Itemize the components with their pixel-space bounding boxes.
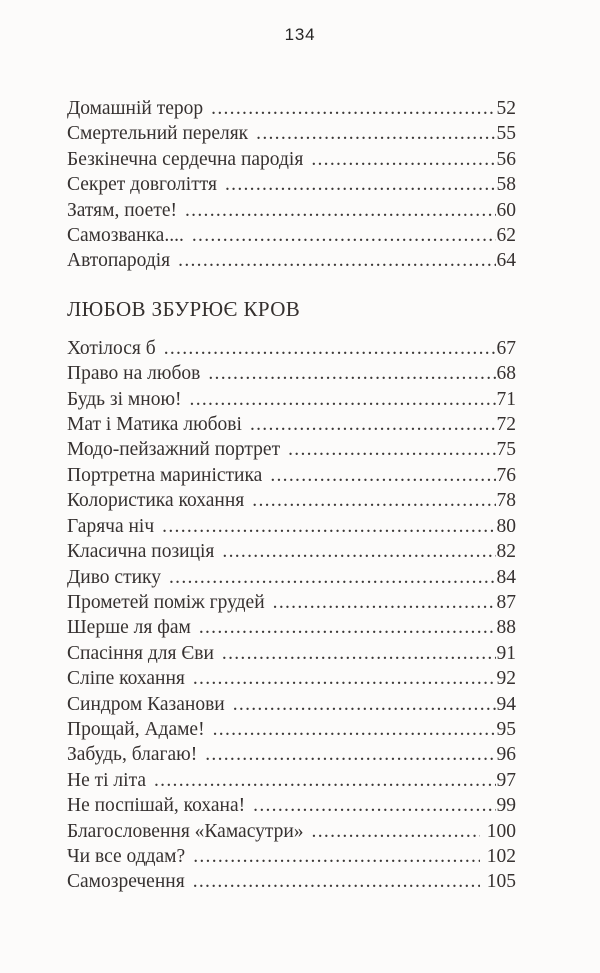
toc-entry-title: Класична позиція (67, 541, 215, 563)
toc-entry-title: Не поспішай, кохана! (67, 795, 246, 817)
toc-entry (67, 387, 516, 412)
toc-entry (67, 172, 516, 197)
toc-entry (67, 412, 516, 437)
dot-leader (225, 172, 496, 197)
toc-entry-title: Благословення «Камасутри» (67, 820, 304, 842)
toc-entry-page: 76 (496, 464, 516, 486)
toc-entry (67, 844, 516, 869)
dot-leader (164, 336, 496, 361)
dot-leader (192, 223, 496, 248)
toc-entry-title: Гаряча ніч (67, 515, 155, 537)
toc-entry-page: 95 (496, 718, 516, 740)
toc-entry (67, 336, 516, 361)
toc-entry-title: Секрет довголіття (67, 174, 217, 196)
toc-entry (67, 742, 516, 767)
toc-entry-title: Самозречення (67, 871, 185, 893)
toc-entry-title: Автопародія (67, 250, 171, 272)
dot-leader (273, 590, 496, 615)
toc-entry-page: 105 (486, 871, 516, 893)
dot-leader (222, 539, 495, 564)
toc-entry (67, 223, 516, 248)
dot-leader (208, 361, 495, 386)
toc-entry-page: 91 (496, 642, 516, 664)
toc-entry (67, 361, 516, 386)
toc-entry-title: Право на любов (67, 363, 201, 385)
dot-leader (154, 768, 496, 793)
dot-leader (250, 412, 496, 437)
toc-entry (67, 539, 516, 564)
toc-entry-page: 92 (496, 668, 516, 690)
toc-entry-page: 56 (496, 148, 516, 170)
toc-entry-title: Мат і Матика любові (67, 414, 242, 436)
dot-leader (222, 641, 496, 666)
toc-entry-title: Колористика кохання (67, 490, 245, 512)
toc-entry-page: 87 (496, 591, 516, 613)
dot-leader (185, 198, 496, 223)
toc-entry-page: 94 (496, 693, 516, 715)
table-of-contents (67, 96, 516, 895)
toc-entry-page: 84 (496, 566, 516, 588)
toc-entry (67, 565, 516, 590)
toc-entry-title: Сліпе кохання (67, 668, 185, 690)
toc-entry-page: 62 (496, 225, 516, 247)
toc-entry-page: 71 (496, 388, 516, 410)
toc-entry-title: Модо-пейзажний портрет (67, 439, 281, 461)
toc-entry (67, 488, 516, 513)
dot-leader (178, 248, 495, 273)
toc-entry (67, 819, 516, 844)
toc-entry-title: Шерше ля фам (67, 617, 191, 639)
toc-entry-title: Прощай, Адаме! (67, 718, 205, 740)
toc-entry (67, 248, 516, 273)
toc-entry-page: 88 (496, 617, 516, 639)
toc-entry-page: 97 (496, 769, 516, 791)
toc-entry-page: 60 (496, 199, 516, 221)
toc-entry-page: 99 (496, 795, 516, 817)
toc-entry (67, 590, 516, 615)
toc-entry-title: Затям, поете! (67, 199, 177, 221)
toc-entry-page: 72 (496, 414, 516, 436)
toc-section-heading: ЛЮБОВ ЗБУРЮЄ КРОВ (67, 296, 301, 321)
toc-entry-page: 80 (496, 515, 516, 537)
toc-entry-title: Хотілося б (67, 337, 156, 359)
toc-entry-page: 67 (496, 337, 516, 359)
toc-entry (67, 615, 516, 640)
dot-leader (311, 147, 495, 172)
toc-entry-title: Не ті літа (67, 769, 146, 791)
dot-leader (193, 666, 496, 691)
toc-entry (67, 147, 516, 172)
dot-leader (193, 844, 480, 869)
toc-entry-title: Синдром Казанови (67, 693, 225, 715)
toc-entry (67, 641, 516, 666)
toc-entry (67, 198, 516, 223)
toc-entry (67, 96, 516, 121)
page-number: 134 (284, 25, 316, 44)
dot-leader (288, 437, 495, 462)
toc-entry-title: Самозванка.... (67, 225, 184, 247)
dot-leader (253, 793, 495, 818)
toc-entry-title: Домашній терор (67, 98, 204, 119)
dot-leader (312, 819, 480, 844)
toc-entry (67, 793, 516, 818)
toc-entry-page: 55 (496, 123, 516, 145)
toc-entry-page: 58 (496, 174, 516, 196)
dot-leader (233, 692, 496, 717)
toc-entry-page: 78 (496, 490, 516, 512)
toc-entry-page: 102 (486, 845, 516, 867)
toc-entry (67, 768, 516, 793)
toc-entry-title: Безкінечна сердечна пародія (67, 148, 304, 170)
toc-entry (67, 463, 516, 488)
dot-leader (211, 96, 495, 121)
toc-entry-title: Чи все оддам? (67, 845, 186, 867)
dot-leader (169, 565, 496, 590)
toc-entry (67, 692, 516, 717)
dot-leader (252, 488, 495, 513)
dot-leader (205, 742, 495, 767)
dot-leader (193, 869, 480, 894)
dot-leader (162, 514, 495, 539)
toc-entry-page: 75 (496, 439, 516, 461)
toc-entry-title: Прометей поміж грудей (67, 591, 265, 613)
toc-entry-title: Спасіння для Єви (67, 642, 214, 664)
toc-entry (67, 666, 516, 691)
toc-entry (67, 717, 516, 742)
dot-leader (270, 463, 495, 488)
toc-entry-title: Будь зі мною! (67, 388, 182, 410)
toc-entry-page: 52 (496, 98, 516, 119)
toc-entry-title: Диво стику (67, 566, 161, 588)
toc-entry (67, 869, 516, 894)
dot-leader (256, 121, 495, 146)
toc-entry-title: Смертельний переляк (67, 123, 249, 145)
toc-entry (67, 437, 516, 462)
toc-entry-page: 82 (496, 541, 516, 563)
dot-leader (199, 615, 496, 640)
toc-entry-page: 68 (496, 363, 516, 385)
toc-entry-page: 96 (496, 744, 516, 766)
dot-leader (190, 387, 496, 412)
toc-entry-page: 64 (496, 250, 516, 272)
dot-leader (213, 717, 496, 742)
toc-entry (67, 121, 516, 146)
toc-entry-title: Портретна мариністика (67, 464, 263, 486)
toc-entry (67, 514, 516, 539)
toc-entry-page: 100 (486, 820, 516, 842)
toc-entry-title: Забудь, благаю! (67, 744, 198, 766)
